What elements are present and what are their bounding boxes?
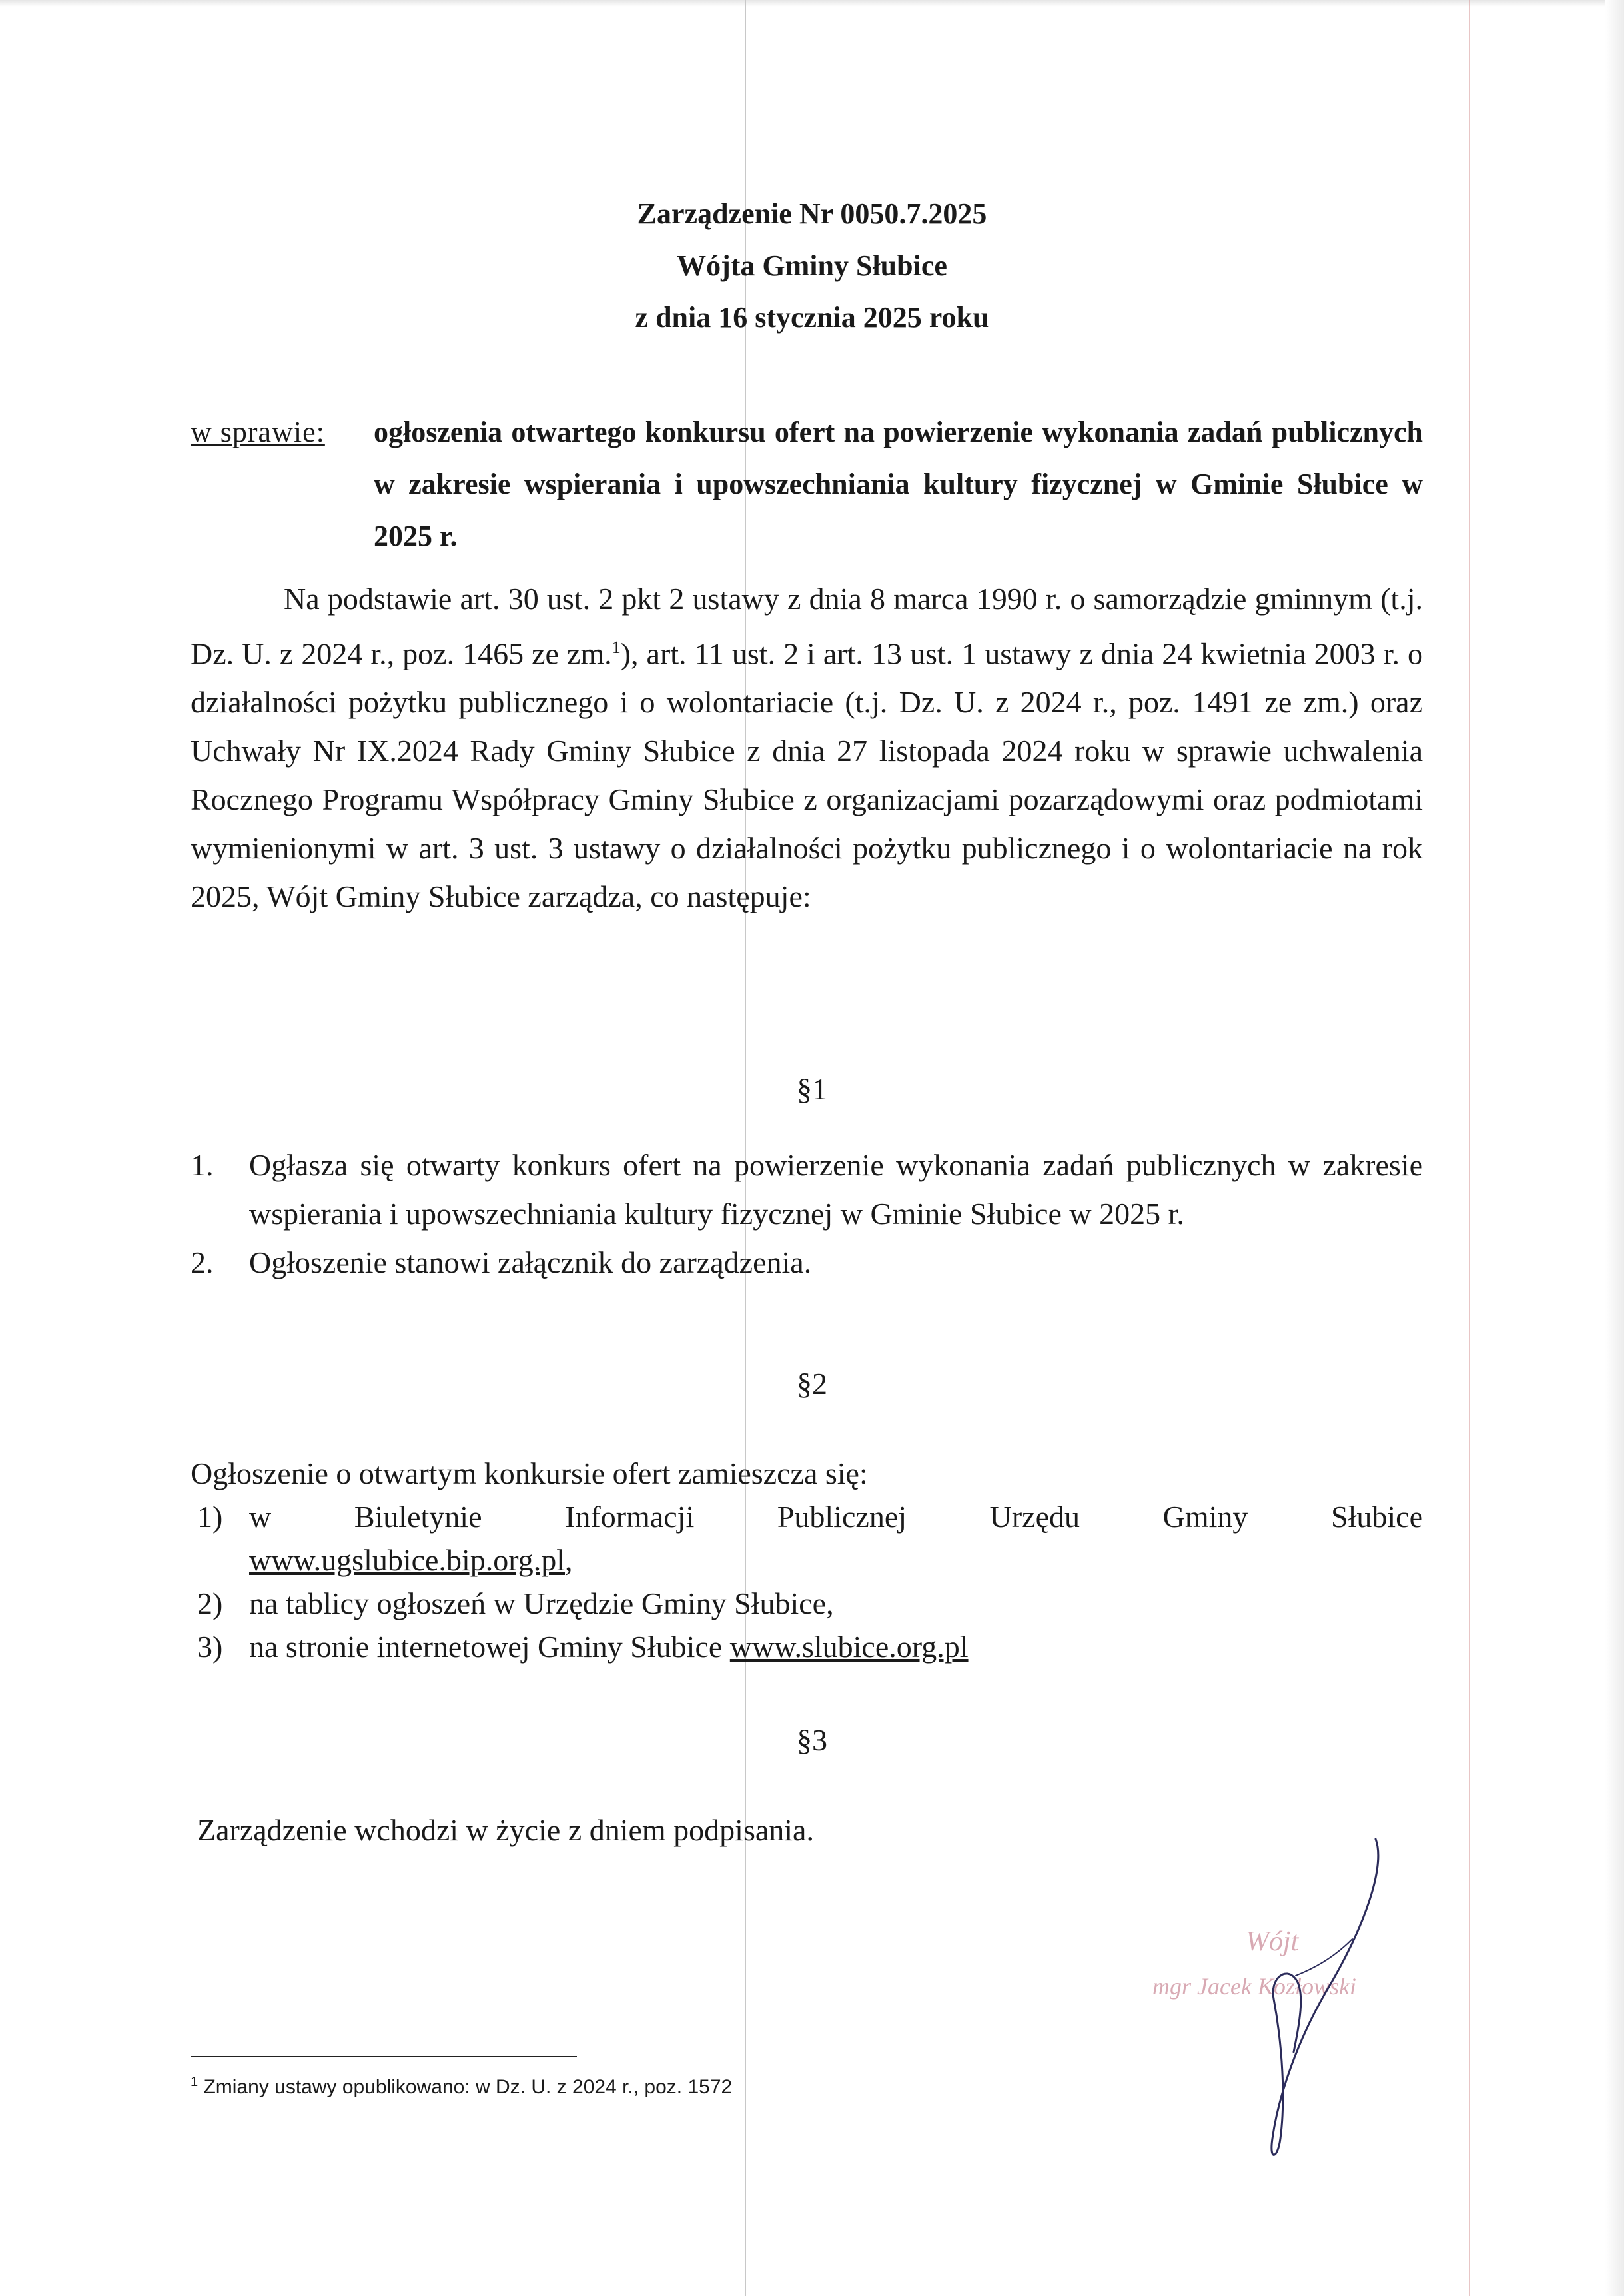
scan-top-edge	[0, 0, 1624, 7]
title-line-3: z dnia 16 stycznia 2025 roku	[635, 301, 989, 334]
legal-basis-paragraph	[191, 574, 1423, 921]
list-item-text: na tablicy ogłoszeń w Urzędzie Gminy Słubice,	[249, 1586, 834, 1620]
footnote-separator	[191, 2056, 577, 2057]
title-line-1: Zarządzenie Nr 0050.7.2025	[637, 197, 987, 230]
stamp-name: mgr Jacek Kozłowski	[1152, 1973, 1356, 2000]
list-item	[191, 1238, 1423, 1287]
list-item-text: w Biuletynie Informacji Publicznej Urzędu Gminy Słubice	[249, 1500, 1423, 1534]
section-2-intro: Ogłoszenie o otwartym konkursie ofert zamieszcza się:	[191, 1456, 868, 1490]
stamp-role: Wójt	[1246, 1926, 1299, 1957]
list-item-number: 1)	[197, 1500, 223, 1534]
section-1-list	[191, 1141, 1423, 1287]
subject-block	[191, 406, 1423, 562]
list-item: 1) w Biuletynie Informacji Publicznej Urzędu Gminy Słubice www.ugslubice.bip.org.pl,	[197, 1495, 1423, 1582]
scan-right-shadow	[1605, 0, 1624, 2296]
list-item-text: Ogłasza się otwarty konkurs ofert na powierzenie wykonania zadań publicznych w zakresie wspierania i upowszechniania kultury fizycznej w Gminie Słubice w 2025 r.	[249, 1148, 1423, 1231]
legal-basis-part-2: ), art. 11 ust. 2 i art. 13 ust. 1 ustawy z dnia 24 kwietnia 2003 r. o działalności pożytku publicznego i o wolontariacie (t.j. Dz. U. z 2024 r., poz. 1491 ze zm.) oraz Uchwały Nr IX.2024 Rady Gminy Słubice z dnia 27 listopada 2024 roku w sprawie uchwalenia Rocznego Programu Współpracy Gminy Słubice z organizacjami pozarządowymi oraz podmiotami wymienionymi w art. 3 ust. 3 ustawy o działalności pożytku publicznego i o wolontariacie na rok 2025, Wójt Gminy Słubice zarządza, co następuje:	[191, 636, 1423, 914]
footnote-text: Zmiany ustawy opublikowano: w Dz. U. z 2024 r., poz. 1572	[203, 2076, 733, 2098]
scan-margin-line	[1469, 0, 1470, 2296]
list-item-text: Ogłoszenie stanowi załącznik do zarządzenia.	[249, 1245, 812, 1279]
legal-basis-part-1: Na podstawie art. 30 ust. 2 pkt 2 ustawy z dnia 8 marca 1990 r. o samorządzie gminnym (t.j. Dz. U. z 2024 r., poz. 1465 ze zm.	[191, 582, 1423, 671]
subject-label: w sprawie:	[191, 416, 325, 448]
list-item-number: 2.	[191, 1245, 214, 1279]
footnote-mark: 1	[191, 2075, 199, 2089]
bip-link[interactable]: www.ugslubice.bip.org.pl	[249, 1543, 566, 1577]
handwritten-signature	[1232, 1826, 1419, 2172]
list-item-number: 3)	[197, 1630, 223, 1664]
website-link[interactable]: www.slubice.org.pl	[729, 1630, 969, 1664]
section-3-text: Zarządzenie wchodzi w życie z dniem podpisania.	[197, 1813, 814, 1847]
list-item	[191, 1141, 1423, 1238]
list-item	[197, 1625, 1423, 1668]
title-line-2: Wójta Gminy Słubice	[677, 249, 947, 282]
subject-text: ogłoszenia otwartego konkursu ofert na powierzenie wykonania zadań publicznych w zakresie wspierania i upowszechniania kultury fizycznej w Gminie Słubice w 2025 r.	[374, 416, 1423, 552]
footnote	[191, 2075, 732, 2099]
section-2-list	[197, 1495, 1423, 1668]
list-item-number: 1.	[191, 1148, 214, 1182]
footnote-reference: 1	[611, 638, 621, 657]
document-title	[0, 188, 1624, 344]
section-3-heading: §3	[797, 1723, 827, 1757]
list-item	[197, 1582, 1423, 1625]
list-item-text: na stronie internetowej Gminy Słubice	[249, 1630, 730, 1664]
list-item-number: 2)	[197, 1586, 223, 1620]
section-1-heading: §1	[797, 1072, 827, 1106]
section-2-heading: §2	[797, 1367, 827, 1401]
